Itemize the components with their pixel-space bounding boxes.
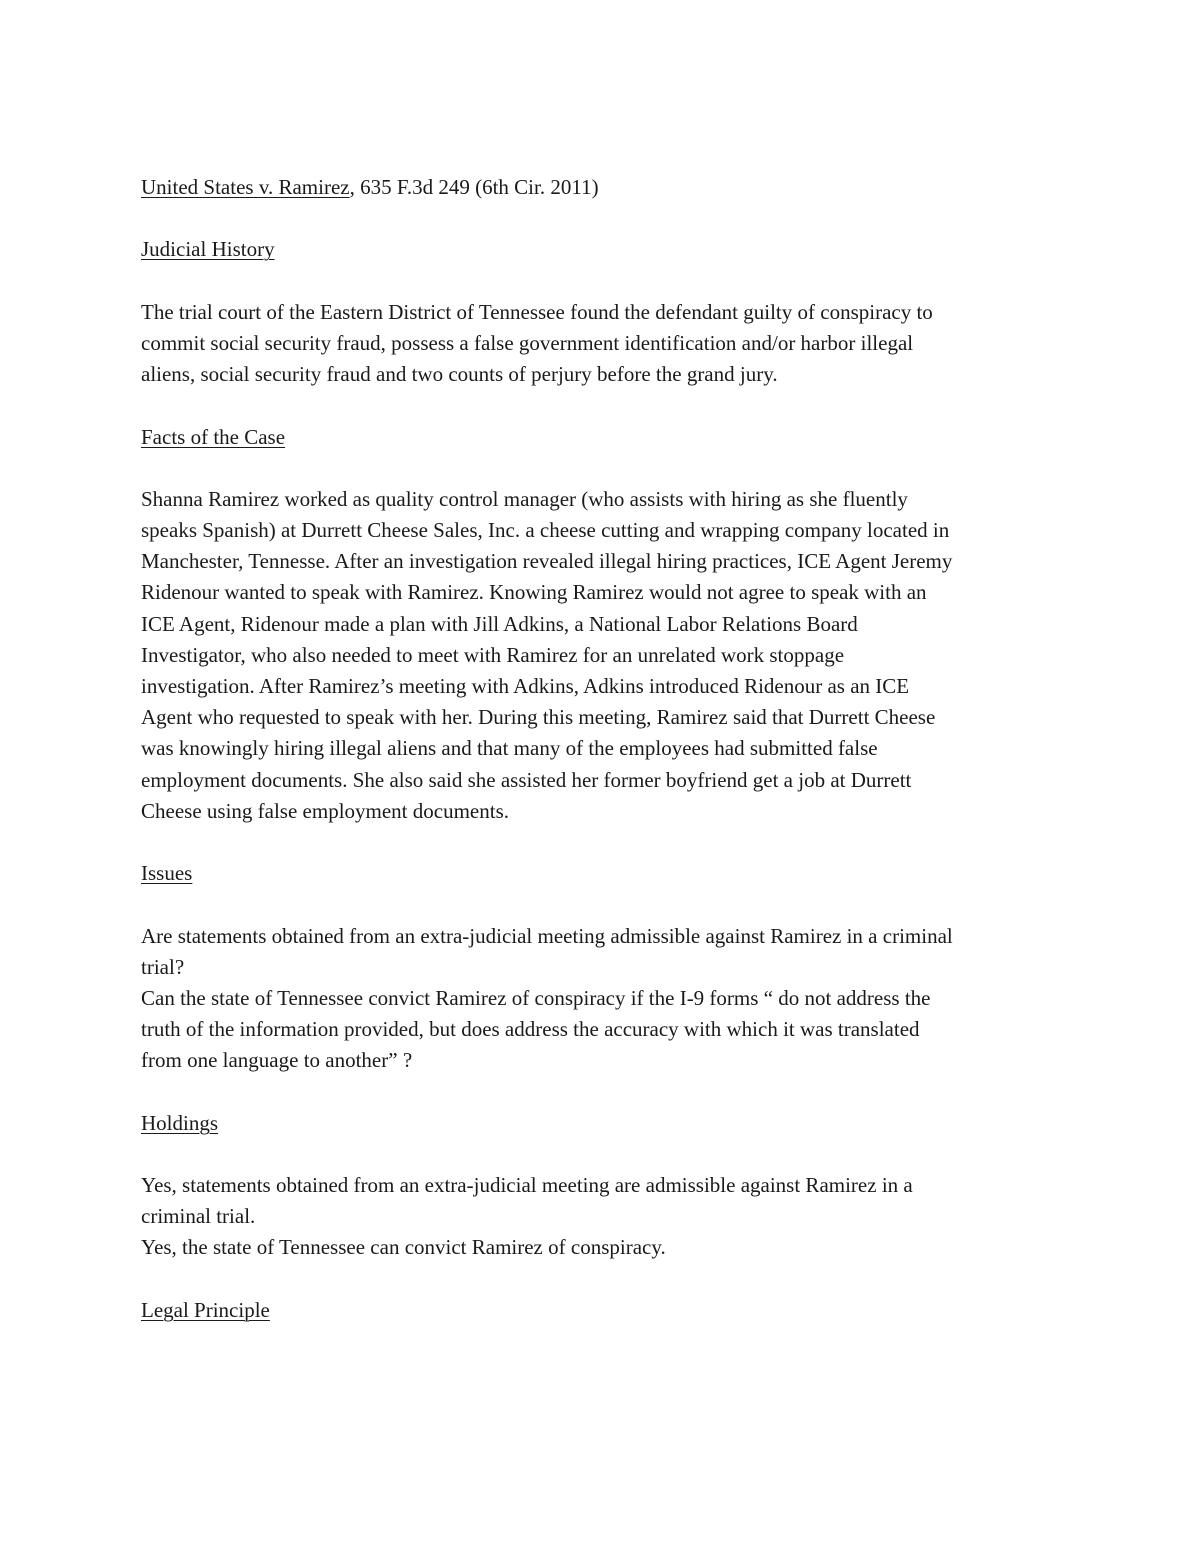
- paragraph-line: speaks Spanish) at Durrett Cheese Sales, Inc. a cheese cutting and wrapping company located in: [141, 518, 950, 543]
- document-page: [141, 172, 1061, 1326]
- paragraph-line: investigation. After Ramirez’s meeting with Adkins, Adkins introduced Ridenour as an ICE: [141, 674, 910, 698]
- paragraph-line: Yes, the state of Tennessee can convict Ramirez of conspiracy.: [141, 1235, 666, 1260]
- paragraph-line: Can the state of Tennessee convict Ramirez of conspiracy if the I-9 forms “ do not address the: [141, 985, 931, 1010]
- case-reporter: , 635 F.3d 249 (6th Cir. 2011): [349, 175, 599, 199]
- paragraph-line: The trial court of the Eastern District of Tennessee found the defendant guilty of conspiracy to: [141, 299, 933, 324]
- spacer: [141, 453, 1061, 484]
- paragraph-line: Shanna Ramirez worked as quality control manager (who assists with hiring as she fluently: [141, 486, 908, 511]
- heading-judicial-history: Judicial History: [141, 237, 275, 262]
- facts-paragraph: [141, 484, 1061, 827]
- paragraph-line: Are statements obtained from an extra-judicial meeting admissible against Ramirez in a criminal: [141, 923, 953, 948]
- issues-paragraph: [141, 921, 1061, 1077]
- heading-issues: Issues: [141, 861, 193, 886]
- spacer: [141, 1076, 1061, 1107]
- paragraph-line: commit social security fraud, possess a false government identification and/or harbor illegal: [141, 330, 914, 355]
- paragraph-line: truth of the information provided, but does address the accuracy with which it was translated: [141, 1017, 920, 1042]
- paragraph-line: from one language to another” ?: [141, 1048, 413, 1073]
- spacer: [141, 203, 1061, 234]
- spacer: [141, 390, 1061, 421]
- paragraph-line: Agent who requested to speak with her. During this meeting, Ramirez said that Durrett Cheese: [141, 705, 936, 730]
- case-citation: [141, 172, 1061, 203]
- case-name: United States v. Ramirez: [141, 175, 350, 199]
- paragraph-line: aliens, social security fraud and two counts of perjury before the grand jury.: [141, 362, 778, 387]
- paragraph-line: Investigator, who also needed to meet with Ramirez for an unrelated work stoppage: [141, 642, 845, 667]
- holdings-paragraph: [141, 1170, 1061, 1264]
- judicial-history-paragraph: [141, 297, 1061, 391]
- spacer: [141, 827, 1061, 858]
- paragraph-line: trial?: [141, 954, 185, 979]
- paragraph-line: Manchester, Tennesse. After an investigation revealed illegal hiring practices, ICE Agent Jeremy: [141, 549, 953, 574]
- paragraph-line: was knowingly hiring illegal aliens and that many of the employees had submitted false: [141, 736, 878, 761]
- spacer: [141, 1264, 1061, 1295]
- paragraph-line: criminal trial.: [141, 1204, 256, 1229]
- paragraph-line: Yes, statements obtained from an extra-judicial meeting are admissible against Ramirez in a: [141, 1173, 913, 1197]
- heading-legal-principle: Legal Principle: [141, 1297, 270, 1322]
- heading-holdings: Holdings: [141, 1110, 219, 1135]
- paragraph-line: Cheese using false employment documents.: [141, 798, 510, 823]
- heading-facts: Facts of the Case: [141, 424, 286, 449]
- paragraph-line: employment documents. She also said she assisted her former boyfriend get a job at Durrett: [141, 767, 912, 792]
- spacer: [141, 1139, 1061, 1170]
- spacer: [141, 889, 1061, 920]
- spacer: [141, 266, 1061, 297]
- paragraph-line: ICE Agent, Ridenour made a plan with Jill Adkins, a National Labor Relations Board: [141, 611, 858, 636]
- paragraph-line: Ridenour wanted to speak with Ramirez. Knowing Ramirez would not agree to speak with an: [141, 580, 927, 605]
